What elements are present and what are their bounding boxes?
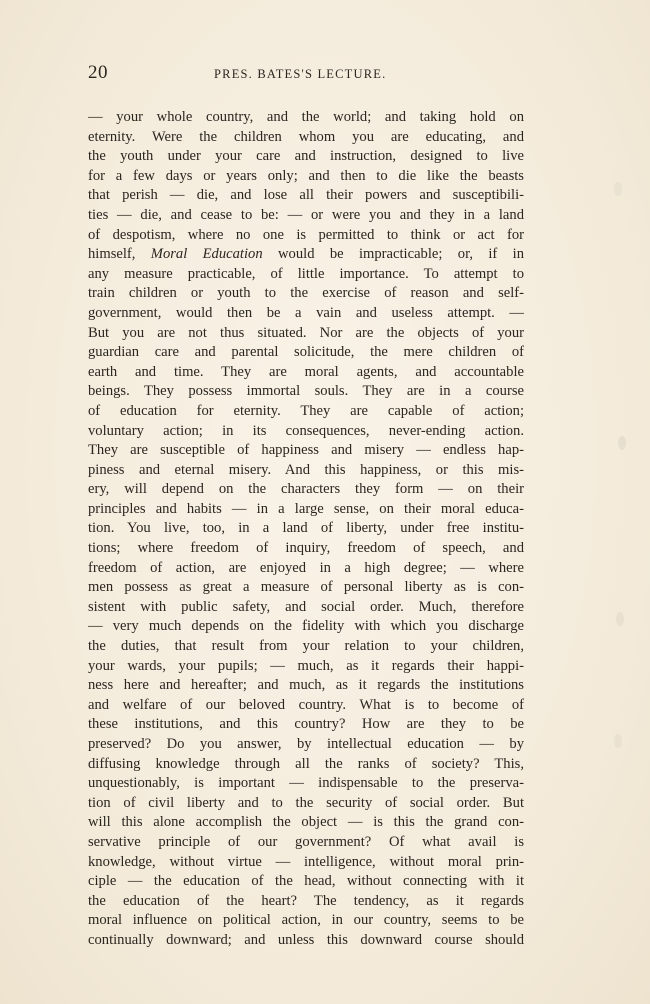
paper-blemish (616, 612, 624, 626)
paper-blemish (618, 436, 626, 450)
text-line: of education for eternity. They are capable of action; (88, 402, 524, 419)
text-line: But you are not thus situated. Nor are the objects of your (88, 324, 524, 341)
text-line: guardian care and parental solicitude, the mere children of (88, 344, 524, 361)
text-line: piness and eternal misery. And this happiness, or this mis- (88, 461, 524, 478)
text-line: beings. They possess immortal souls. They are in a course (88, 383, 524, 400)
text-line: principles and habits — in a large sense, on their moral educa- (88, 500, 524, 517)
text-line: tions; where freedom of inquiry, freedom of speech, and (88, 540, 524, 557)
text-line: for a few days or years only; and then to die like the beasts (88, 167, 524, 184)
paper-blemish (614, 734, 622, 748)
page-number: 20 (88, 62, 108, 83)
text-line: servative principle of our government? Of what avail is (88, 833, 524, 850)
text-line: train children or youth to the exercise of reason and self- (88, 285, 524, 302)
text-line: tion. You live, too, in a land of liberty, under free institu- (88, 520, 524, 537)
text-line: the duties, that result from your relation to your children, (88, 638, 524, 655)
page-header (88, 62, 523, 86)
text-line: tion of civil liberty and to the security of social order. But (88, 794, 524, 811)
text-line: the youth under your care and instruction, designed to live (88, 148, 524, 165)
text-line: diffusing knowledge through all the ranks of society? This, (88, 755, 524, 772)
body-text (88, 108, 524, 951)
text-line: and welfare of our beloved country. What is to become of (88, 696, 524, 713)
text-line: ery, will depend on the characters they form — on their (88, 481, 524, 498)
text-line: these institutions, and this country? How are they to be (88, 716, 524, 733)
text-line: ness here and hereafter; and much, as it regards the institutions (88, 677, 524, 694)
running-head: PRES. BATES'S LECTURE. (214, 67, 387, 81)
text-line: of despotism, where no one is permitted to think or act for (88, 226, 524, 243)
text-line: eternity. Were the children whom you are educating, and (88, 128, 524, 145)
text-line: unquestionably, is important — indispensable to the preserva- (88, 775, 524, 792)
text-line: — very much depends on the fidelity with which you discharge (88, 618, 524, 635)
text-line: earth and time. They are moral agents, and accountable (88, 363, 524, 380)
text-line: freedom of action, are enjoyed in a high degree; — where (88, 559, 524, 576)
text-line: voluntary action; in its consequences, never-ending action. (88, 422, 524, 439)
text-line: They are susceptible of happiness and misery — endless hap- (88, 442, 524, 459)
text-line: any measure practicable, of little importance. To attempt to (88, 265, 524, 282)
text-line: continually downward; and unless this downward course should (88, 931, 524, 948)
text-line: himself, Moral Education would be impracticable; or, if in (88, 246, 524, 263)
text-line: knowledge, without virtue — intelligence, without moral prin- (88, 853, 524, 870)
text-line: moral influence on political action, in our country, seems to be (88, 912, 524, 929)
text-line: sistent with public safety, and social order. Much, therefore (88, 598, 524, 615)
text-line: ciple — the education of the head, without connecting with it (88, 873, 524, 890)
text-line: that perish — die, and lose all their powers and susceptibili- (88, 187, 524, 204)
text-line: preserved? Do you answer, by intellectual education — by (88, 736, 524, 752)
text-line: will this alone accomplish the object — is this the grand con- (88, 814, 524, 831)
text-line: the education of the heart? The tendency, as it regards (88, 892, 524, 909)
text-line: ties — die, and cease to be: — or were you and they in a land (88, 206, 524, 223)
text-line: men possess as great a measure of personal liberty as is con- (88, 579, 524, 596)
text-line: your wards, your pupils; — much, as it regards their happi- (88, 657, 524, 674)
text-line: — your whole country, and the world; and taking hold on (88, 109, 524, 125)
text-line: government, would then be a vain and useless attempt. — (88, 304, 524, 321)
paper-blemish (614, 182, 622, 196)
italic-emphasis: Moral Education (150, 246, 263, 263)
